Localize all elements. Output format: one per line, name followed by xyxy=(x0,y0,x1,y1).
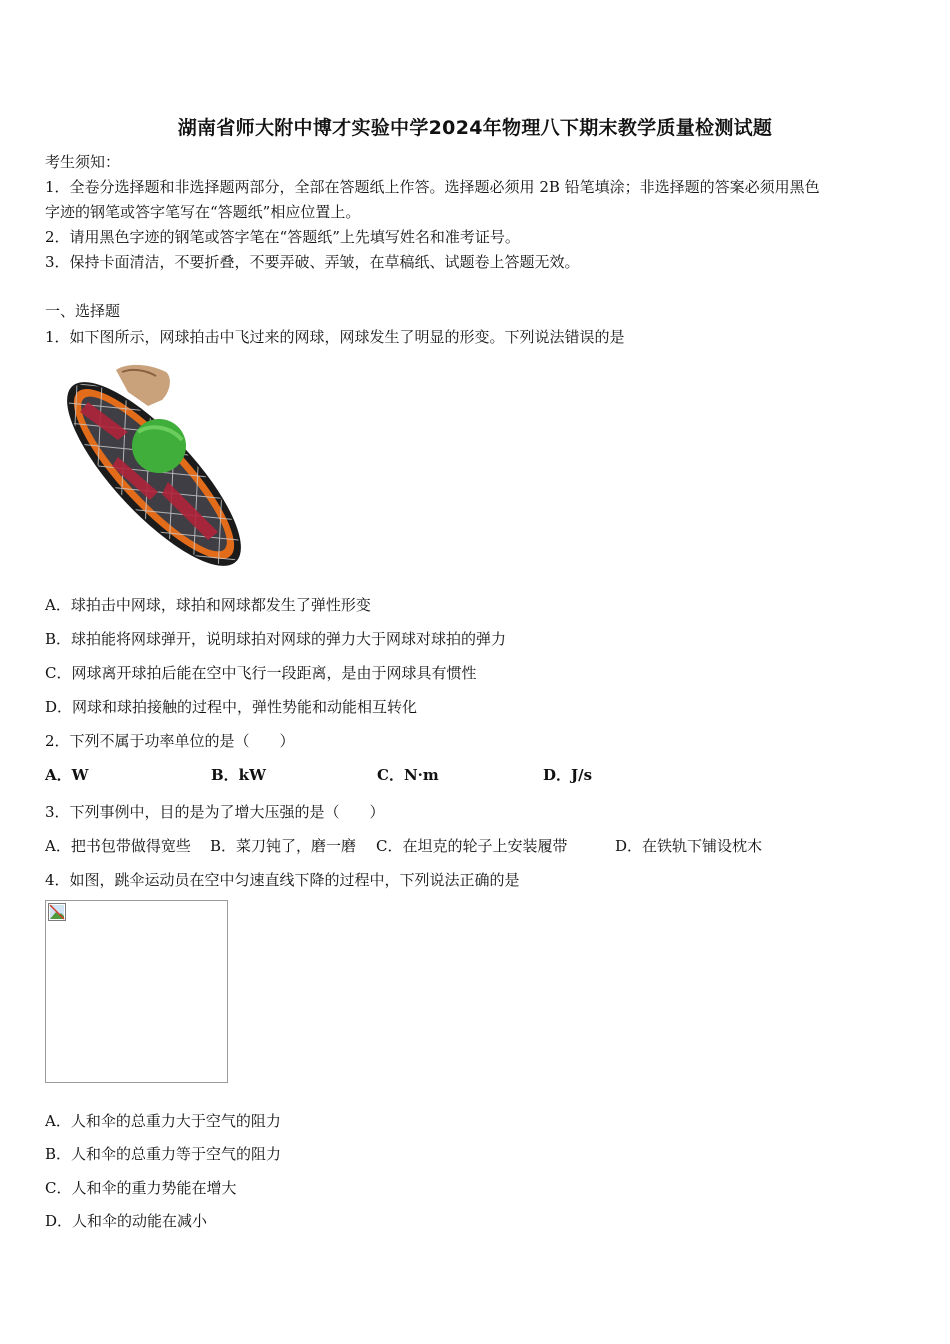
notice-line-2: 2．请用黑色字迹的钢笔或答字笔在“答题纸”上先填写姓名和准考证号。 xyxy=(45,228,520,246)
q1-stem: 1．如下图所示，网球拍击中飞过来的网球，网球发生了明显的形变。下列说法错误的是 xyxy=(45,328,625,346)
q3-option-a: A．把书包带做得宽些 xyxy=(45,837,191,855)
q4-option-b: B．人和伞的总重力等于空气的阻力 xyxy=(45,1145,282,1163)
notice-line-1: 1．全卷分选择题和非选择题两部分，全部在答题纸上作答。选择题必须用 2B 铅笔填涂；非选择题的答案必须用黑色 xyxy=(45,178,820,196)
q4-option-c: C．人和伞的重力势能在增大 xyxy=(45,1179,237,1197)
q2-stem: 2．下列不属于功率单位的是（ ） xyxy=(45,732,295,750)
q1-option-a: A．球拍击中网球，球拍和网球都发生了弹性形变 xyxy=(45,596,371,614)
notice-line-1-cont: 字迹的钢笔或答字笔写在“答题纸”相应位置上。 xyxy=(45,203,361,221)
q4-option-a: A．人和伞的总重力大于空气的阻力 xyxy=(45,1112,281,1130)
q2-option-b: B．kW xyxy=(211,766,266,784)
q2-option-a: A．W xyxy=(45,766,89,784)
q1-option-c: C．网球离开球拍后能在空中飞行一段距离，是由于网球具有惯性 xyxy=(45,664,477,682)
q4-option-d: D．人和伞的动能在减小 xyxy=(45,1212,208,1230)
notice-line-3: 3．保持卡面清洁，不要折叠，不要弄破、弄皱，在草稿纸、试题卷上答题无效。 xyxy=(45,253,580,271)
q3-option-b: B．菜刀钝了，磨一磨 xyxy=(210,837,357,855)
q2-option-c: C．N·m xyxy=(377,766,439,784)
section-heading: 一、选择题 xyxy=(45,302,121,320)
q1-option-b: B．球拍能将网球弹开，说明球拍对网球的弹力大于网球对球拍的弹力 xyxy=(45,630,507,648)
exam-title: 湖南省师大附中博才实验中学2024年物理八下期末教学质量检测试题 xyxy=(177,117,773,139)
q3-option-d: D．在铁轨下铺设枕木 xyxy=(615,837,763,855)
broken-image-icon xyxy=(48,903,66,921)
q3-option-c: C．在坦克的轮子上安装履带 xyxy=(376,837,568,855)
tennis-racket-illustration xyxy=(58,362,263,572)
q1-option-d: D．网球和球拍接触的过程中，弹性势能和动能相互转化 xyxy=(45,698,418,716)
q2-option-d: D．J/s xyxy=(543,766,593,784)
notice-heading: 考生须知： xyxy=(45,153,121,171)
q4-figure-placeholder xyxy=(45,900,228,1083)
q3-stem: 3．下列事例中，目的是为了增大压强的是（ ） xyxy=(45,803,385,821)
q4-stem: 4．如图，跳伞运动员在空中匀速直线下降的过程中，下列说法正确的是 xyxy=(45,871,520,889)
